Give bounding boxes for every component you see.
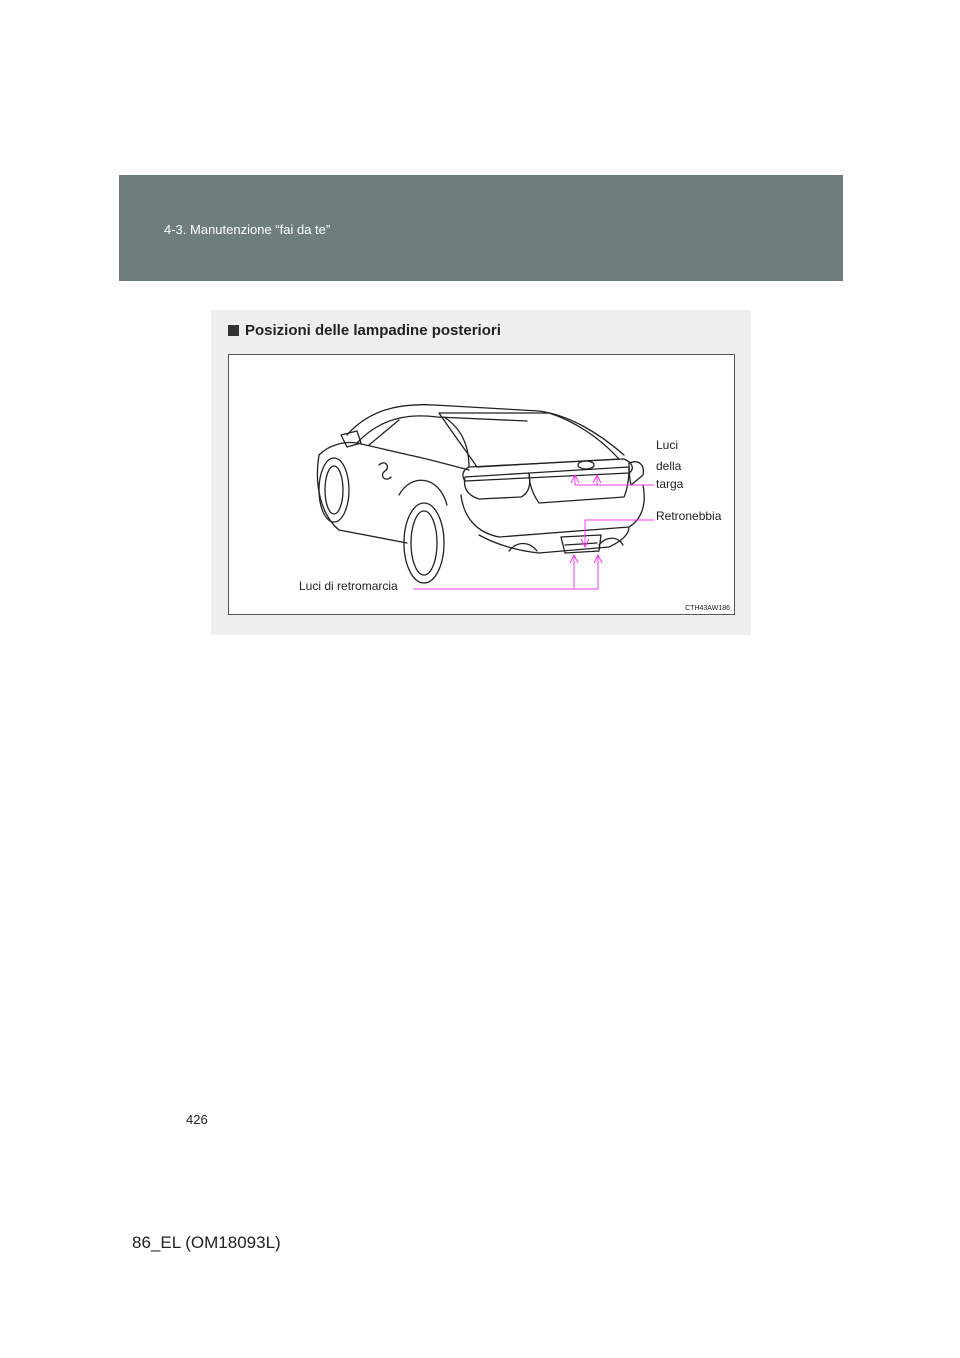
label-license-plate-lights-1: Luci: [656, 438, 679, 452]
box-title-text: Posizioni delle lampadine posteriori: [245, 322, 501, 339]
box-title: [228, 322, 501, 339]
page-number: 426: [186, 1112, 208, 1127]
label-rear-fog: Retronebbia: [656, 509, 722, 523]
square-bullet-icon: [228, 325, 239, 336]
document-code: 86_EL (OM18093L): [132, 1233, 281, 1252]
label-license-plate-lights-3: targa: [656, 477, 684, 491]
figure-code: CTH43AW186: [685, 605, 730, 612]
rear-bulb-figure: [228, 354, 735, 615]
label-reverse-lights: Luci di retromarcia: [299, 579, 398, 593]
section-title: 4-3. Manutenzione “fai da te”: [164, 222, 331, 237]
label-license-plate-lights-2: della: [656, 459, 682, 473]
